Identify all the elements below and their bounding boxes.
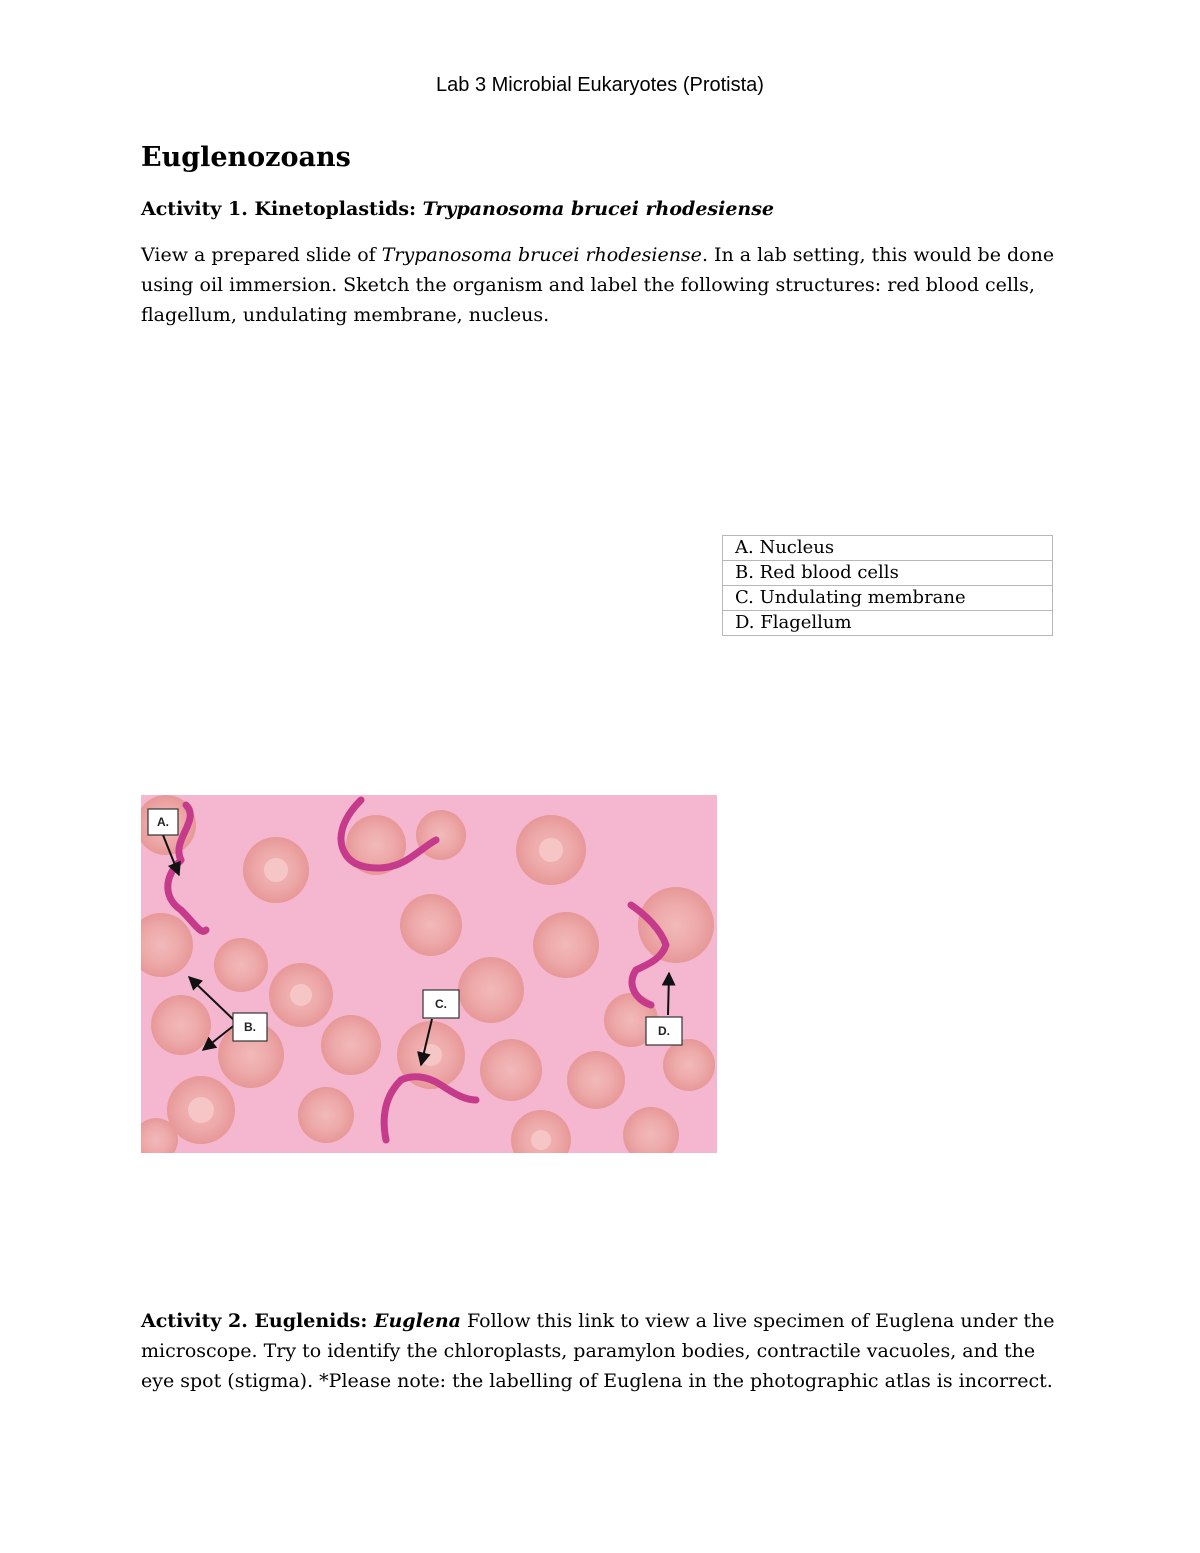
legend-cell: B. Red blood cells: [723, 561, 1053, 586]
activity-1-prefix: Activity 1. Kinetoplastids:: [141, 198, 423, 220]
activity-2-paragraph: [141, 1306, 1071, 1396]
section-heading: Euglenozoans: [141, 142, 351, 173]
svg-text:A.: A.: [157, 815, 169, 829]
legend-cell: A. Nucleus: [723, 536, 1053, 561]
legend-cell: C. Undulating membrane: [723, 586, 1053, 611]
activity-1-text-a: View a prepared slide of: [141, 244, 382, 266]
legend-row: [723, 586, 1053, 611]
svg-text:C.: C.: [435, 997, 447, 1011]
activity-2-text: Follow this link to view a live specimen of Euglena under the microscope. Try to identify the chloroplasts, paramylon bodies, contractile vacuoles, and the eye spot (stigma). *Please note: the labelling of Euglena in the photographic atlas is incorrect.: [141, 1310, 1055, 1392]
figure-tag-a: [148, 809, 178, 835]
label-legend-table: [722, 535, 1053, 636]
svg-text:B.: B.: [244, 1020, 256, 1034]
activity-1-text-b: . In a lab setting, this would be done using oil immersion. Sketch the organism and label the following structures: red blood cells, flagellum, undulating membrane, nucleus.: [141, 244, 1055, 326]
activity-2-genus: Euglena: [373, 1310, 461, 1332]
trypanosoma-micrograph: [141, 795, 717, 1153]
legend-cell: D. Flagellum: [723, 611, 1053, 636]
activity-2-prefix: Activity 2. Euglenids:: [141, 1310, 374, 1332]
activity-1-instructions: [141, 240, 1071, 330]
legend-row: [723, 536, 1053, 561]
page-header: Lab 3 Microbial Eukaryotes (Protista): [436, 74, 764, 96]
activity-1-species-inline: Trypanosoma brucei rhodesiense: [381, 244, 702, 266]
activity-1-title: [141, 198, 774, 220]
figure-tag-d: [646, 1017, 682, 1045]
figure-tag-b: [233, 1013, 267, 1041]
activity-1-species: Trypanosoma brucei rhodesiense: [422, 198, 775, 220]
svg-text:D.: D.: [658, 1024, 670, 1038]
legend-row: [723, 561, 1053, 586]
figure-tag-c: [423, 990, 459, 1018]
legend-row: [723, 611, 1053, 636]
